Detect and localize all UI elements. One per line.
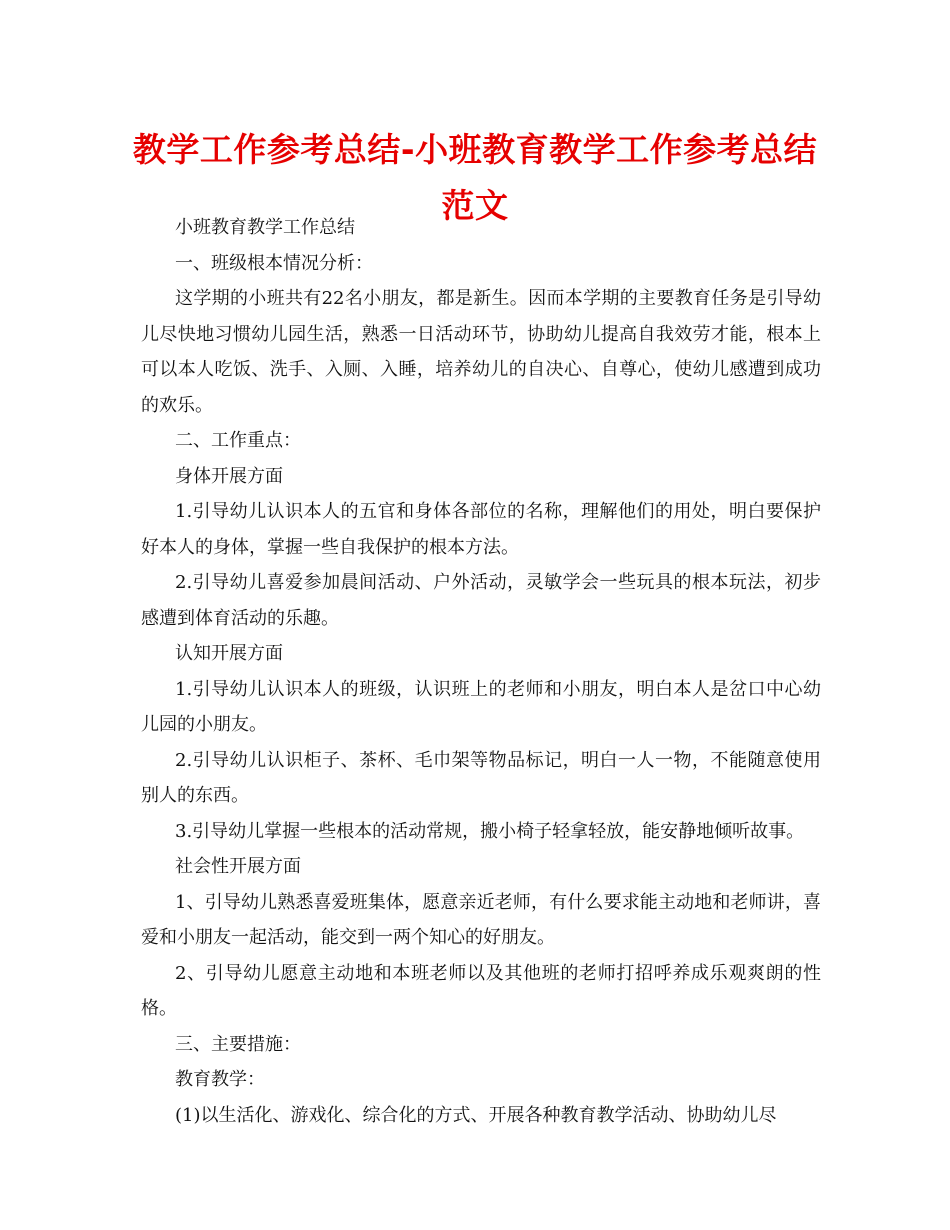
list-item: 2.引导幼儿认识柜子、茶杯、毛巾架等物品标记，明白一人一物，不能随意使用别人的东西。 [141,749,821,806]
document-body [141,210,821,1133]
section-heading: 小班教育教学工作总结 [175,217,355,238]
subsection-heading: 身体开展方面 [175,465,283,487]
list-item: 1.引导幼儿认识本人的五官和身体各部位的名称，理解他们的用处，明白要保护好本人的身体，掌握一些自我保护的根本方法。 [141,501,821,558]
subsection-heading: 认知开展方面 [175,643,283,664]
body-paragraph: 这学期的小班共有22名小朋友，都是新生。因而本学期的主要教育任务是引导幼儿尽快地习惯幼儿园生活，熟悉一日活动环节，协助幼儿提高自我效劳才能，根本上可以本人吃饭、洗手、入厕、入睡，培养幼儿的自决心、自尊心，使幼儿感遭到成功的欢乐。 [141,288,821,416]
section-heading: 三、主要措施： [175,1033,301,1055]
list-item: 3.引导幼儿掌握一些根本的活动常规，搬小椅子轻拿轻放，能安静地倾听故事。 [175,820,805,842]
subsection-heading: 社会性开展方面 [175,856,301,877]
list-item: 1.引导幼儿认识本人的班级，认识班上的老师和小朋友，明白本人是岔口中心幼儿园的小朋友。 [141,678,821,735]
section-heading: 一、班级根本情况分析： [175,252,373,274]
list-item: 2、引导幼儿愿意主动地和本班老师以及其他班的老师打招呼养成乐观爽朗的性格。 [141,962,821,1019]
subsection-heading: 教育教学： [175,1069,265,1090]
document-title: 教学工作参考总结-小班教育教学工作参考总结范文 [132,130,818,225]
section-heading: 二、工作重点： [175,430,301,451]
list-item: 2.引导幼儿喜爱参加晨间活动、户外活动，灵敏学会一些玩具的根本玩法，初步感遭到体育活动的乐趣。 [141,572,821,629]
list-item: 1、引导幼儿熟悉喜爱班集体，愿意亲近老师，有什么要求能主动地和老师讲，喜爱和小朋友一起活动，能交到一两个知心的好朋友。 [141,891,821,948]
list-item: (1)以生活化、游戏化、综合化的方式、开展各种教育教学活动、协助幼儿尽 [175,1104,777,1126]
